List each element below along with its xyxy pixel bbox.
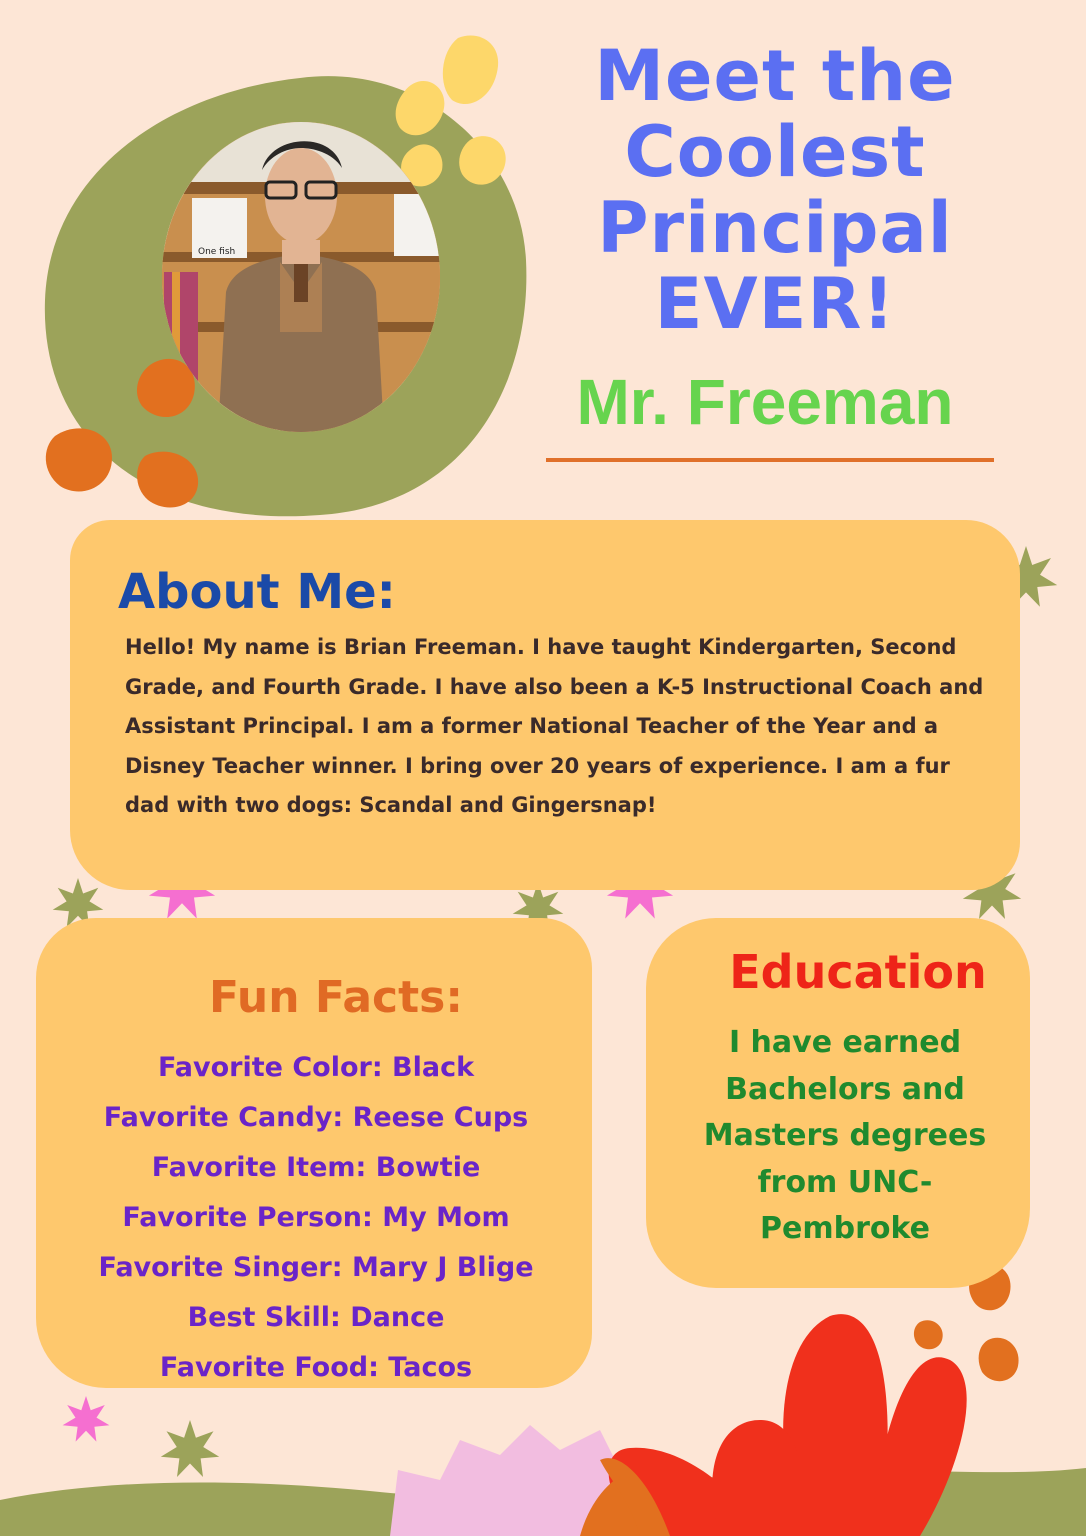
red-petal-shape (712, 1420, 803, 1536)
fun-fact-item: Favorite Color: Black (157, 1052, 475, 1083)
education-heading: Education (729, 945, 987, 999)
about-body: Hello! My name is Brian Freeman. I have taught Kindergarten, Second Grade, and Fourth Grade. I have also been a K-5 Instructional Coach and Assistant Principal. I am a former National Teacher of the Year and a Disney Teacher winner. I bring over 20 years of experience. I am a fur dad with two dogs: Scandal and Gingersnap! (125, 635, 984, 817)
principal-name: Mr. Freeman (576, 366, 954, 438)
fun-fact-item: Favorite Singer: Mary J Blige (98, 1252, 534, 1283)
fun-fact-item: Favorite Candy: Reese Cups (103, 1102, 529, 1133)
principal-photo (162, 122, 440, 432)
title-underline (546, 458, 994, 462)
orange-blob-shape (46, 428, 112, 491)
fun-fact-item: Favorite Item: Bowtie (151, 1152, 481, 1183)
fun-fact-item: Favorite Person: My Mom (122, 1202, 510, 1233)
fun-facts-list (36, 1043, 596, 1393)
title-line: Meet the (594, 35, 956, 117)
fun-facts-heading: Fun Facts: (209, 972, 463, 1023)
education-body: I have earned Bachelors and Masters degrees from UNC-Pembroke (703, 1025, 987, 1246)
title-line: EVER! (654, 263, 896, 345)
fun-fact-item: Favorite Food: Tacos (159, 1352, 473, 1383)
title-line: Coolest (624, 111, 926, 193)
book-label-left: One fish (198, 247, 236, 257)
yellow-leaf-shape (443, 36, 498, 104)
orange-blob-shape (979, 1338, 1019, 1381)
title-line: Principal (597, 187, 953, 269)
star-shape (161, 1420, 219, 1477)
star-shape (63, 1396, 110, 1442)
page-title (560, 35, 990, 345)
about-heading: About Me: (118, 564, 396, 620)
fun-fact-item: Best Skill: Dance (187, 1302, 445, 1333)
orange-blob-shape (914, 1320, 943, 1349)
